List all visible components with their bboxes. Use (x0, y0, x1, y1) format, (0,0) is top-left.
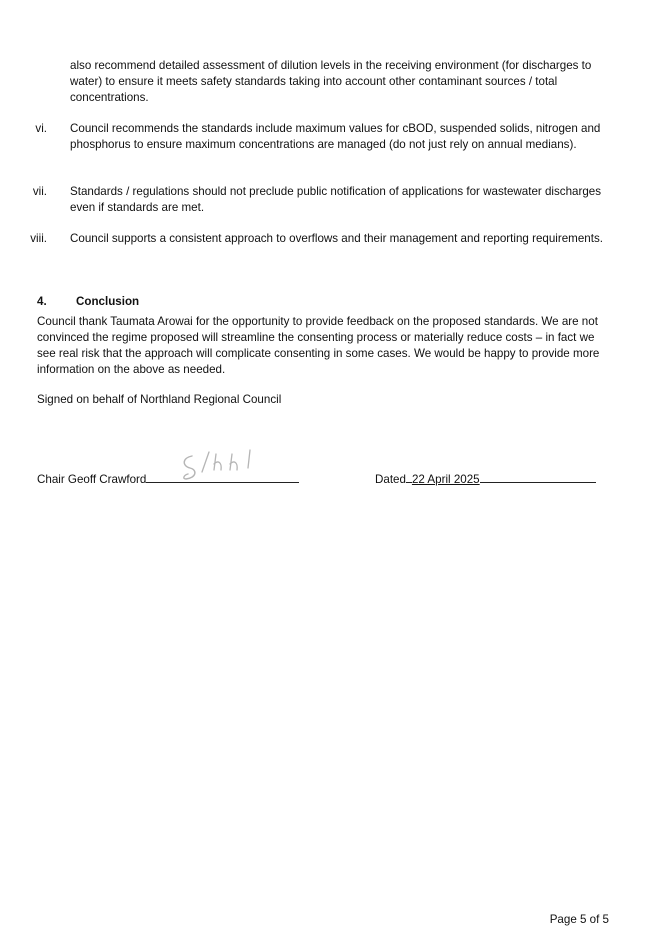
list-item-text: Council supports a consistent approach to overflows and their management and reporting requirements. (70, 232, 603, 245)
handwritten-signature (178, 446, 268, 486)
section-number: 4. (37, 295, 47, 308)
list-item-number: vi. (35, 122, 47, 135)
dated-label: Dated (375, 473, 406, 486)
signed-on-behalf: Signed on behalf of Northland Regional Council (37, 393, 282, 406)
page-number: Page 5 of 5 (549, 913, 609, 926)
list-item-text: Council recommends the standards include maximum values for cBOD, suspended solids, nitrogen and phosphorus to ensure maximum concentrations are managed (do not just rely on annual medians). (70, 122, 601, 151)
signatory-label: Chair Geoff Crawford (37, 473, 147, 486)
list-item-text: Standards / regulations should not preclude public notification of applications for wastewater discharges even if standards are met. (70, 185, 602, 214)
conclusion-paragraph: Council thank Taumata Arowai for the opportunity to provide feedback on the proposed standards. We are not convinced the regime proposed will streamline the consenting process or materially reduce costs – in fact we see real risk that the approach will complicate consenting in some cases. We would be happy to provide more information on the above as needed. (37, 315, 600, 376)
list-item-number: vii. (32, 185, 47, 198)
section-title: Conclusion (76, 295, 140, 308)
dated-value: 22 April 2025 (411, 473, 480, 486)
dated-underline-trail (480, 470, 596, 483)
continuation-paragraph: also recommend detailed assessment of dilution levels in the receiving environment (for discharges to water) to ensure it meets safety standards taking into account other contaminant sources / total concentrations. (70, 59, 592, 104)
dated-line (375, 470, 596, 488)
list-item-number: viii. (30, 232, 47, 245)
